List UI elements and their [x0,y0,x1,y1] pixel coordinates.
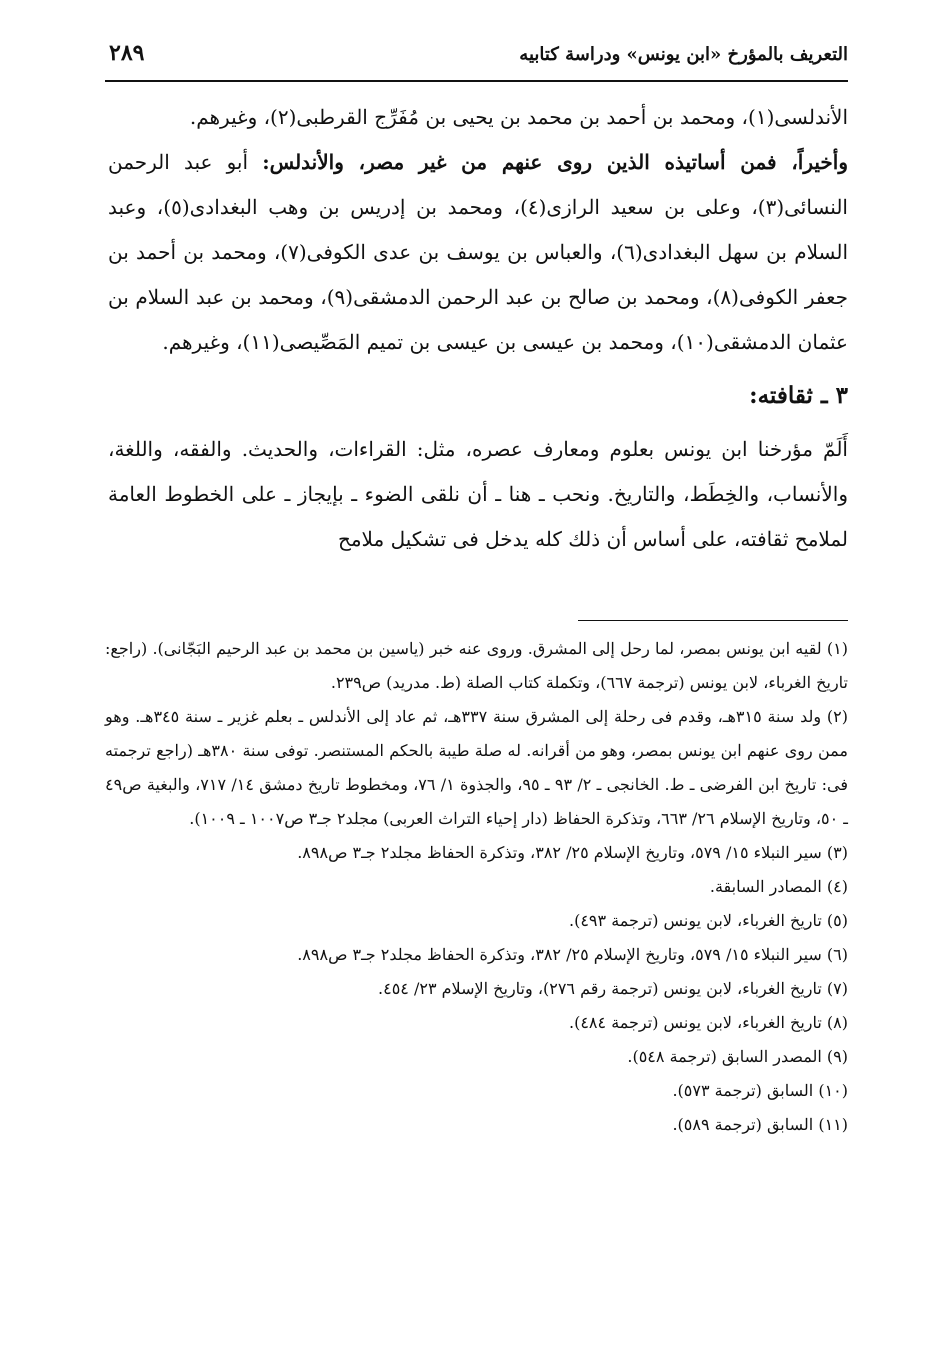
footnote-4: (٤) المصادر السابقة. [709,877,848,896]
footnotes [105,632,848,1142]
footnote-1: (١) لقيه ابن يونس بمصر، لما رحل إلى المشرق. وروى عنه خبر (ياسين بن محمد بن عبد الرحيم البَجّانى). (راجع: تاريخ الغرباء، لابن يونس (ترجمة ٦٦٧)، وتكملة كتاب الصلة (ط. مدريد) ص٢٣٩. [105,639,849,692]
paragraph-2-rest: أبو عبد الرحمن النسائى(٣)، وعلى بن سعيد الرازى(٤)، ومحمد بن إدريس بن وهب البغدادى(٥)، وعبد السلام بن سهل البغدادى(٦)، والعباس بن يوسف بن عدى الكوفى(٧)، ومحمد بن أحمد بن جعفر الكوفى(٨)، ومحمد بن صالح بن عبد الرحمن الدمشقى(٩)، ومحمد بن عبد السلام بن عثمان الدمشقى(١٠)، ومحمد بن عيسى بن عيسى بن تميم المَصِّيصى(١١)، وغيرهم. [108,150,848,354]
footnote-separator [578,620,848,621]
footnote-5: (٥) تاريخ الغرباء، لابن يونس (ترجمة ٤٩٣). [569,911,848,930]
header-rule [105,80,848,82]
running-title: التعريف بالمؤرخ «ابن يونس» ودراسة كتابيه [519,44,848,65]
footnote-8: (٨) تاريخ الغرباء، لابن يونس (ترجمة ٤٨٤). [569,1013,848,1032]
page-number: ٢٨٩ [109,40,145,66]
paragraph-2-lead: وأخيراً، فمن أساتيذه الذين روى عنهم من غير مصر، والأندلس: [262,150,848,174]
footnote-6: (٦) سير النبلاء ١٥/ ٥٧٩، وتاريخ الإسلام ٢٥/ ٣٨٢، وتذكرة الحفاظ مجلد٢ جـ٣ ص٨٩٨. [297,945,848,964]
footnote-7: (٧) تاريخ الغرباء، لابن يونس (ترجمة رقم ٢٧٦)، وتاريخ الإسلام ٢٣/ ٤٥٤. [378,979,848,998]
footnote-10: (١٠) السابق (ترجمة ٥٧٣). [672,1081,848,1100]
section-title: ٣ ـ ثقافته: [749,382,848,409]
paragraph-3: أَلَمّ مؤرخنا ابن يونس بعلوم ومعارف عصره، مثل: القراءات، والحديث. والفقه، واللغة، والأنساب، والخِطَط، والتاريخ. ونحب ـ هنا ـ أن نلقى الضوء ـ بإيجاز ـ على الخطوط العامة لملامح ثقافته، على أساس أن ذلك كله يدخل فى تشكيل ملامح [108,437,848,551]
footnote-9: (٩) المصدر السابق (ترجمة ٥٤٨). [627,1047,848,1066]
paragraph-1: الأندلسى(١)، ومحمد بن أحمد بن محمد بن يحيى بن مُفَرِّج القرطبى(٢)، وغيرهم. [189,105,848,129]
footnote-2: (٢) ولد سنة ٣١٥هـ، وقدم فى رحلة إلى المشرق سنة ٣٣٧هـ، ثم عاد إلى الأندلس ـ بعلم غزير ـ سنة ٣٤٥هـ. وهو ممن روى عنهم ابن يونس بمصر، وهو من أقرانه. له صلة طيبة بالحكم المستنصر. توفى سنة ٣٨٠هـ (راجع ترجمته فى: تاريخ ابن الفرضى ـ ط. الخانجى ـ ٢/ ٩٣ ـ ٩٥، والجذوة ١/ ٧٦، ومخطوط تاريخ دمشق ١٤/ ٧١٧، والبغية ص٤٩ ـ ٥٠، وتاريخ الإسلام ٢٦/ ٦٦٣، وتذكرة الحفاظ (دار إحياء التراث العربى) مجلد٢ جـ٣ ص١٠٠٧ ـ ١٠٠٩). [105,707,849,828]
page-header [105,38,848,78]
paragraph-2 [108,140,848,365]
footnote-3: (٣) سير النبلاء ١٥/ ٥٧٩، وتاريخ الإسلام ٢٥/ ٣٨٢، وتذكرة الحفاظ مجلد٢ جـ٣ ص٨٩٨. [297,843,848,862]
footnote-11: (١١) السابق (ترجمة ٥٨٩). [672,1115,848,1134]
main-text [108,95,848,562]
